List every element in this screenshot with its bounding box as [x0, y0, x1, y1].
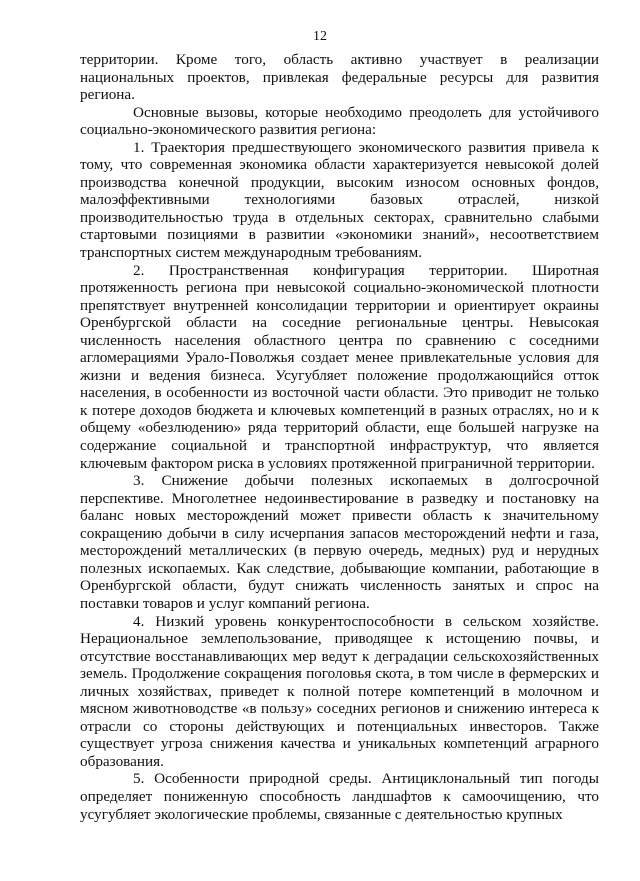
paragraph-challenge-2: 2. Пространственная конфигурация территории. Широтная протяженность региона при невысокой социально-экономической плотности препятствует внутренней консолидации территории и ориентирует окраины Оренбургской области на соседние региональные центры. Невысокая численность населения областного центра по сравнению с соседними агломерациями Урало-Поволжья создает менее привлекательные условия для жизни и ведения бизнеса. Усугубляет положение продолжающийся отток населения, в особенности из восточной части области. Это приводит не только к потере доходов бюджета и ключевых компетенций в разных отраслях, но и к общему «обезлюдению» ряда территорий области, еще большей нагрузке на содержание социальной и транспортной инфраструктур, что является ключевым фактором риска в условиях протяженной приграничной территории. [80, 261, 599, 472]
paragraph-challenge-1: 1. Траектория предшествующего экономического развития привела к тому, что современная экономика области характеризуется невысокой долей производства конечной продукции, высоким износом основных фондов, малоэффективными технологиями базовых отраслей, низкой производительностью труда в отдельных секторах, сравнительно слабыми стартовыми позициями в развитии «экономики знаний», несоответствием транспортных систем международным требованиям. [80, 138, 599, 262]
paragraph-challenges-intro: Основные вызовы, которые необходимо преодолеть для устойчивого социально-экономического развития региона: [80, 103, 599, 139]
paragraph-continuation: территории. Кроме того, область активно участвует в реализации национальных проектов, привлекая федеральные ресурсы для развития региона. [80, 51, 599, 104]
body-text [80, 51, 599, 823]
paragraph-challenge-4: 4. Низкий уровень конкурентоспособности в сельском хозяйстве. Нерациональное землепользование, приводящее к истощению почвы, и отсутствие восстанавливающих мер ведут к деградации сельскохозяйственных земель. Продолжение сокращения поголовья скота, в том числе в фермерских и личных хозяйствах, приведет к полной потере компетенций в молочном и мясном животноводстве «в пользу» соседних регионов и снижению интереса к отрасли со стороны действующих и потенциальных инвесторов. Также существует угроза снижения качества и уникальных компетенций аграрного образования. [80, 612, 599, 770]
paragraph-challenge-5: 5. Особенности природной среды. Антициклональный тип погоды определяет пониженную способность ландшафтов к самоочищению, что усугубляет экологические проблемы, связанные с деятельностью крупных [80, 770, 599, 823]
paragraph-challenge-3: 3. Снижение добычи полезных ископаемых в долгосрочной перспективе. Многолетнее недоинвестирование в разведку и постановку на баланс новых месторождений может привести область к значительному сокращению добычи в силу исчерпания запасов месторождений нефти и газа, месторождений металлических (в первую очередь, медных) руд и нерудных полезных ископаемых. Как следствие, добывающие компании, работающие в Оренбургской области, будут снижать численность занятых и спрос на поставки товаров и услуг компаний региона. [80, 472, 599, 612]
page-number: 12 [313, 29, 327, 44]
